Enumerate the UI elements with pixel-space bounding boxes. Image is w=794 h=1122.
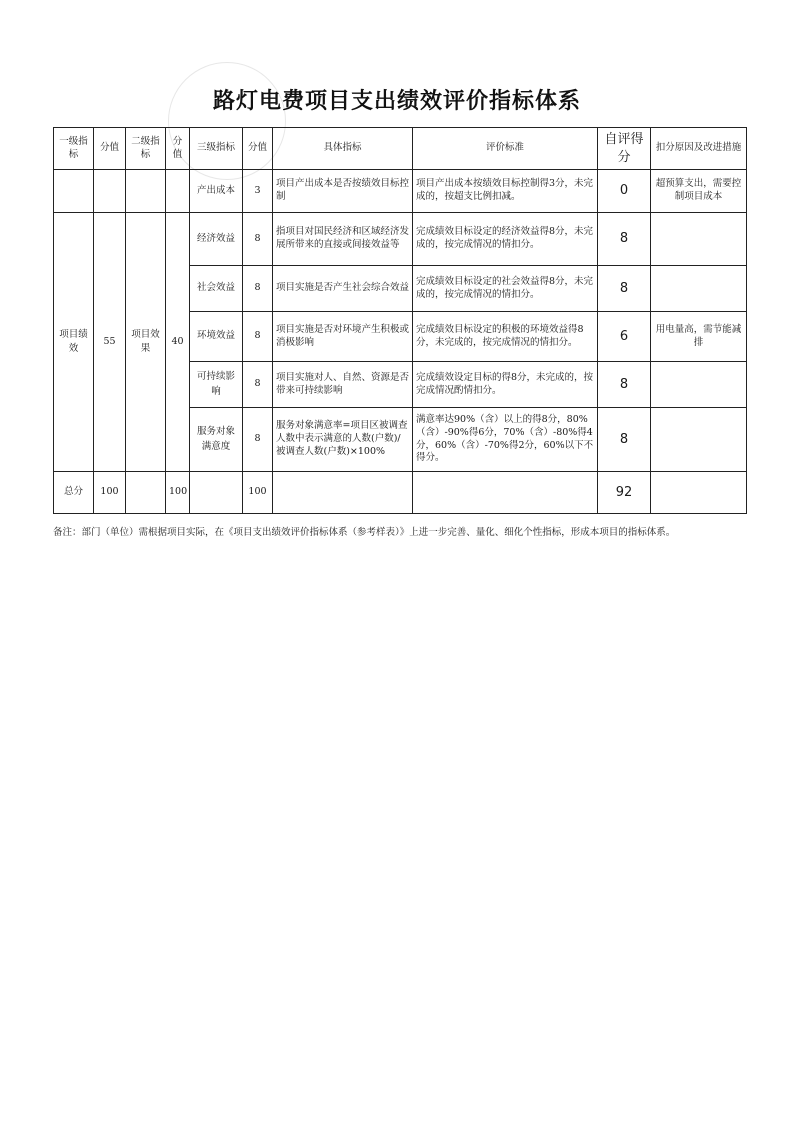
header-reason: 扣分原因及改进措施	[651, 128, 747, 170]
footnote: 备注：部门（单位）需根据项目实际，在《项目支出绩效评价指标体系（参考样表）》上进一步完善、量化、细化个性指标，形成本项目的指标体系。	[53, 527, 676, 538]
self-score-cell: 8	[598, 362, 651, 408]
header-level3: 三级指标	[190, 128, 243, 170]
group-score2-cell: 40	[166, 213, 190, 472]
empty-cell	[190, 472, 243, 514]
reason-cell: 用电量高，需节能减排	[651, 312, 747, 362]
page-title: 路灯电费项目支出绩效评价指标体系	[212, 89, 581, 114]
empty-cell	[54, 170, 94, 213]
self-score-cell: 8	[598, 408, 651, 472]
header-score2: 分值	[166, 128, 190, 170]
specific-cell: 服务对象满意率=项目区被调查人数中表示满意的人数(户数)/被调查人数(户数)×100%	[273, 408, 413, 472]
header-score3: 分值	[243, 128, 273, 170]
total-score2: 100	[166, 472, 190, 514]
score-cell: 3	[243, 170, 273, 213]
self-score-cell: 8	[598, 213, 651, 266]
reason-cell	[651, 362, 747, 408]
reason-cell: 超预算支出，需要控制项目成本	[651, 170, 747, 213]
specific-cell: 项目实施是否对环境产生积极或消极影响	[273, 312, 413, 362]
specific-cell: 项目实施是否产生社会综合效益	[273, 266, 413, 312]
level3-cell: 社会效益	[190, 266, 243, 312]
total-label: 总分	[54, 472, 94, 514]
header-self-score: 自评得分	[598, 128, 651, 170]
score-cell: 8	[243, 362, 273, 408]
score-cell: 8	[243, 312, 273, 362]
header-specific: 具体指标	[273, 128, 413, 170]
level3-cell: 产出成本	[190, 170, 243, 213]
header-criteria: 评价标准	[413, 128, 598, 170]
header-row	[54, 128, 747, 170]
total-score3: 100	[243, 472, 273, 514]
level3-cell: 可持续影响	[190, 362, 243, 408]
empty-cell	[166, 170, 190, 213]
self-score-cell: 0	[598, 170, 651, 213]
score-cell: 8	[243, 408, 273, 472]
score-cell: 8	[243, 266, 273, 312]
level3-cell: 经济效益	[190, 213, 243, 266]
reason-cell	[651, 266, 747, 312]
empty-cell	[126, 472, 166, 514]
table-row	[54, 170, 747, 213]
specific-cell: 项目产出成本是否按绩效目标控制	[273, 170, 413, 213]
level3-cell: 环境效益	[190, 312, 243, 362]
specific-cell: 指项目对国民经济和区域经济发展所带来的直接或间接效益等	[273, 213, 413, 266]
criteria-cell: 完成绩效目标设定的经济效益得8分，未完成的，按完成情况的情扣分。	[413, 213, 598, 266]
criteria-cell: 项目产出成本按绩效目标控制得3分，未完成的，按超支比例扣减。	[413, 170, 598, 213]
empty-cell	[651, 472, 747, 514]
self-score-cell: 6	[598, 312, 651, 362]
criteria-cell: 完成绩效目标设定的社会效益得8分，未完成的，按完成情况的情扣分。	[413, 266, 598, 312]
indicator-table	[53, 127, 747, 514]
total-self-score: 92	[598, 472, 651, 514]
header-level1: 一级指标	[54, 128, 94, 170]
empty-cell	[413, 472, 598, 514]
reason-cell	[651, 213, 747, 266]
empty-cell	[126, 170, 166, 213]
specific-cell: 项目实施对人、自然、资源是否带来可持续影响	[273, 362, 413, 408]
criteria-cell: 完成绩效目标设定的积极的环境效益得8分，未完成的，按完成情况的情扣分。	[413, 312, 598, 362]
empty-cell	[94, 170, 126, 213]
group-level2-cell: 项目效果	[126, 213, 166, 472]
self-score-cell: 8	[598, 266, 651, 312]
total-score1: 100	[94, 472, 126, 514]
header-level2: 二级指标	[126, 128, 166, 170]
empty-cell	[273, 472, 413, 514]
reason-cell	[651, 408, 747, 472]
group-score1-cell: 55	[94, 213, 126, 472]
total-row	[54, 472, 747, 514]
score-cell: 8	[243, 213, 273, 266]
criteria-cell: 满意率达90%（含）以上的得8分，80%（含）-90%得6分，70%（含）-80%得4分，60%（含）-70%得2分，60%以下不得分。	[413, 408, 598, 472]
header-score1: 分值	[94, 128, 126, 170]
table-row	[54, 213, 747, 266]
group-level1-cell: 项目绩效	[54, 213, 94, 472]
criteria-cell: 完成绩效设定目标的得8分，未完成的，按完成情况酌情扣分。	[413, 362, 598, 408]
level3-cell: 服务对象满意度	[190, 408, 243, 472]
